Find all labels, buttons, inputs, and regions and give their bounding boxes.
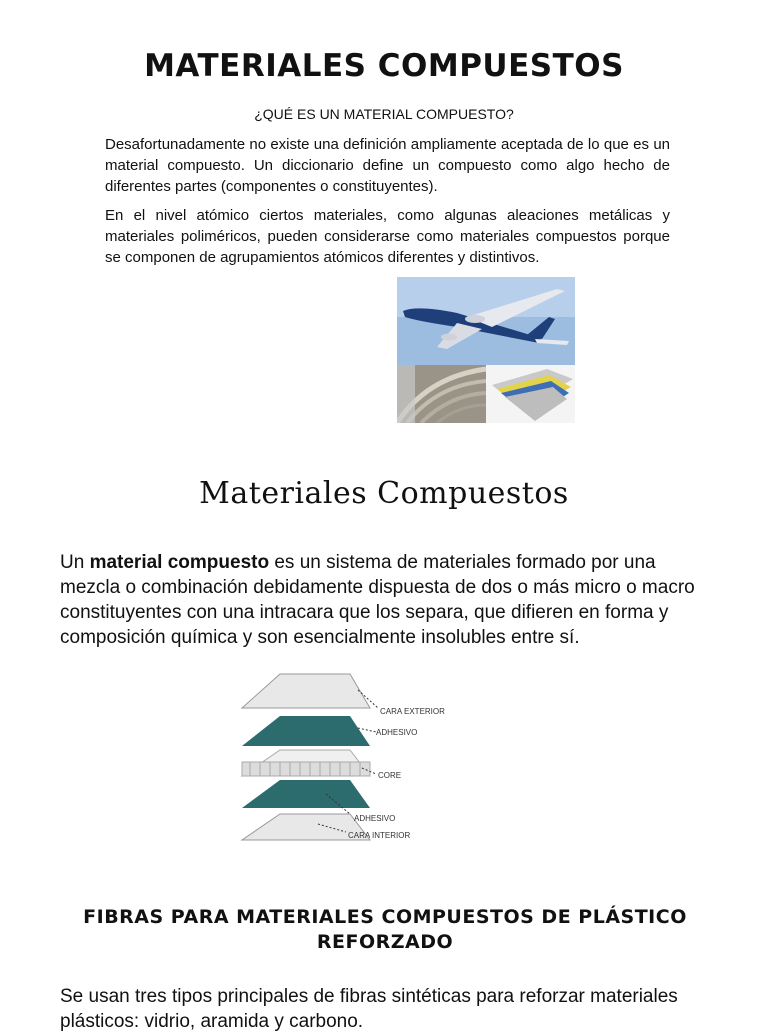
adhesive-top-layer [242, 716, 370, 746]
core-layer [242, 750, 370, 776]
airplane-photo [397, 277, 575, 365]
laminate-layers-photo [486, 365, 575, 423]
section-title: Materiales Compuestos [199, 476, 569, 511]
label-inner-face: CARA INTERIOR [348, 831, 411, 840]
adhesive-bottom-layer [242, 780, 370, 808]
fiber-weave-photo [397, 365, 486, 423]
section-subtitle: ¿QUÉ ES UN MATERIAL COMPUESTO? [254, 106, 514, 122]
label-adhesive-bottom: ADHESIVO [354, 814, 396, 823]
intro-bold-term: material compuesto [89, 552, 270, 573]
definition-paragraph: Desafortunadamente no existe una definición ampliamente aceptada de lo que es un material compuesto. Un diccionario define un compuesto como algo hecho de diferentes partes (componentes o constituyentes). [105, 136, 670, 195]
label-adhesive-top: ADHESIVO [376, 728, 418, 737]
page-title: MATERIALES COMPUESTOS [144, 48, 624, 84]
intro-rest: es un sistema de materiales formado por una mezcla o combinación debidamente dispuesta de dos o más micro o macro constituyentes con una intracara que los separa, que difieren en forma y composición química y son esencialmente insolubles entre sí. [60, 552, 695, 648]
intro-prefix: Un [60, 552, 90, 573]
fibers-section-title: FIBRAS PARA MATERIALES COMPUESTOS DE PLÁSTICO REFORZADO [83, 906, 687, 953]
label-outer-face: CARA EXTERIOR [380, 707, 445, 716]
outer-face-layer [242, 674, 370, 708]
composite-definition-paragraph [60, 550, 712, 650]
atomic-level-paragraph: En el nivel atómico ciertos materiales, como algunas aleaciones metálicas y materiales poliméricos, pueden considerarse como materiales compuestos porque se componen de agrupamientos atómicos diferentes y distintivos. [105, 207, 670, 266]
label-core: CORE [378, 771, 402, 780]
sandwich-panel-diagram [230, 668, 460, 848]
composite-images-collage [397, 277, 575, 423]
fibers-paragraph: Se usan tres tipos principales de fibras sintéticas para reforzar materiales plásticos: vidrio, aramida y carbono. [60, 986, 678, 1032]
